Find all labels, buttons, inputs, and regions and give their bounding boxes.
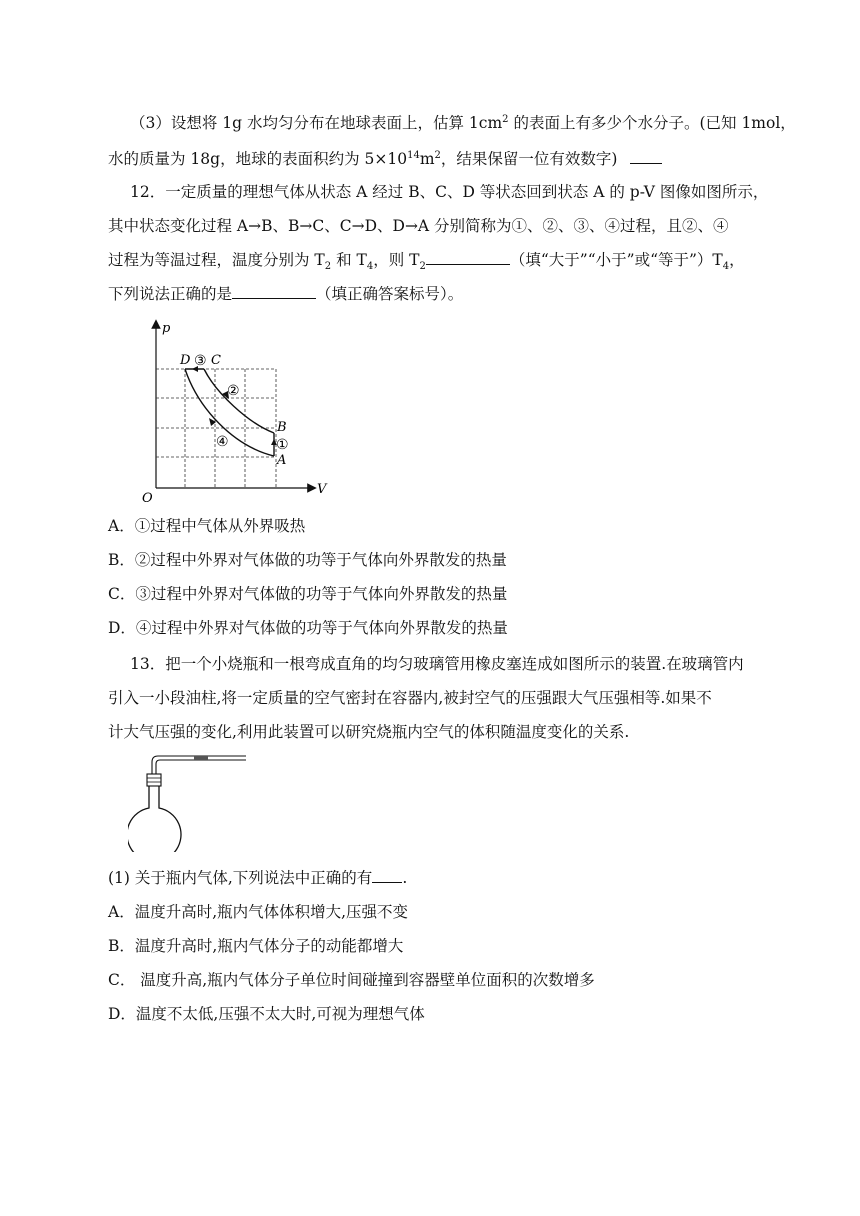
superscript: 14 [407, 150, 420, 161]
text-segment: ，则 T [373, 251, 420, 269]
q13-option-b[interactable]: B．温度升高时,瓶内气体分子的动能都增大 [108, 937, 404, 955]
subscript: 4 [366, 261, 374, 273]
q13-sub1 [108, 868, 407, 888]
state-d-label: D [180, 353, 191, 368]
process-4-label: ④ [216, 434, 229, 450]
q12-line4 [108, 284, 463, 304]
subscript: 2 [324, 261, 332, 273]
superscript: 2 [434, 150, 441, 161]
q11-part3-line2 [108, 146, 662, 169]
v-axis-label: V [317, 482, 327, 497]
p-axis-label: p [162, 321, 171, 336]
subscript: 4 [722, 261, 730, 273]
q13-option-c[interactable]: C． 温度升高,瓶内气体分子单位时间碰撞到容器壁单位面积的次数增多 [108, 971, 595, 989]
q12-option-b[interactable]: B．②过程中外界对气体做的功等于气体向外界散发的热量 [108, 551, 507, 569]
answer-blank-t2[interactable] [426, 250, 510, 265]
pv-graph [138, 318, 338, 503]
text-segment: m [419, 150, 435, 169]
process-3-label: ③ [194, 353, 207, 369]
q13-line2: 引入一小段油柱,将一定质量的空气密封在容器内,被封空气的压强跟大气压强相等.如果不 [108, 689, 712, 707]
process-1-label: ① [276, 437, 289, 453]
q12-line2: 其中状态变化过程 A→B、B→C、C→D、D→A 分别简称为①、②、③、④过程，且②、④ [108, 217, 729, 235]
process-2-curve [204, 369, 274, 433]
text-segment: 和 T [331, 251, 367, 269]
q13-line3: 计大气压强的变化,利用此装置可以研究烧瓶内空气的体积随温度变化的关系. [108, 723, 630, 741]
rubber-stopper [147, 774, 161, 786]
text-segment: （填“大于”“小于”或“等于”）T [509, 251, 723, 269]
q12-option-a[interactable]: A．①过程中气体从外界吸热 [108, 517, 306, 535]
q13-option-a[interactable]: A．温度升高时,瓶内气体体积增大,压强不变 [108, 903, 409, 921]
answer-blank[interactable] [630, 149, 662, 164]
state-c-label: C [211, 353, 221, 368]
origin-label: O [142, 491, 153, 503]
q12-line1: 12．一定质量的理想气体从状态 A 经过 B、C、D 等状态回到状态 A 的 p-V 图像如图所示， [130, 183, 769, 201]
q12-line3 [108, 250, 745, 277]
text-segment: 的表面上有多少个水分子。(已知 1mol， [508, 114, 796, 133]
q12-option-c[interactable]: C．③过程中外界对气体做的功等于气体向外界散发的热量 [108, 585, 508, 603]
text-segment: ， [729, 251, 745, 269]
text-segment: ，结果保留一位有效数字) [440, 150, 618, 169]
state-b-label: B [277, 420, 287, 435]
answer-blank-q13[interactable] [372, 868, 402, 883]
q12-option-d[interactable]: D．④过程中外界对气体做的功等于气体向外界散发的热量 [108, 619, 508, 637]
process-2-label: ② [227, 383, 240, 399]
q11-part3-line1 [130, 110, 796, 133]
oil-column [194, 756, 208, 760]
text-segment: (1) 关于瓶内气体,下列说法中正确的有 [108, 869, 373, 887]
text-segment: 过程为等温过程，温度分别为 T [108, 251, 325, 269]
text-segment: 水的质量为 18g，地球的表面积约为 5×10 [108, 150, 408, 169]
q13-line1: 13．把一个小烧瓶和一根弯成直角的均匀玻璃管用橡皮塞连成如图所示的装置.在玻璃管内 [130, 655, 744, 673]
superscript: 2 [502, 114, 509, 125]
flask-apparatus [128, 752, 252, 852]
text-segment: （填正确答案标号）。 [316, 285, 464, 303]
text-segment: （3）设想将 1g 水均匀分布在地球表面上，估算 1cm [130, 114, 503, 133]
flask [128, 786, 181, 852]
text-segment: . [402, 869, 408, 887]
subscript: 2 [419, 261, 426, 273]
answer-blank-choice[interactable] [232, 284, 316, 299]
text-segment: 下列说法正确的是 [108, 285, 233, 303]
state-a-label: A [277, 453, 287, 468]
q13-option-d[interactable]: D．温度不太低,压强不太大时,可视为理想气体 [108, 1005, 425, 1023]
